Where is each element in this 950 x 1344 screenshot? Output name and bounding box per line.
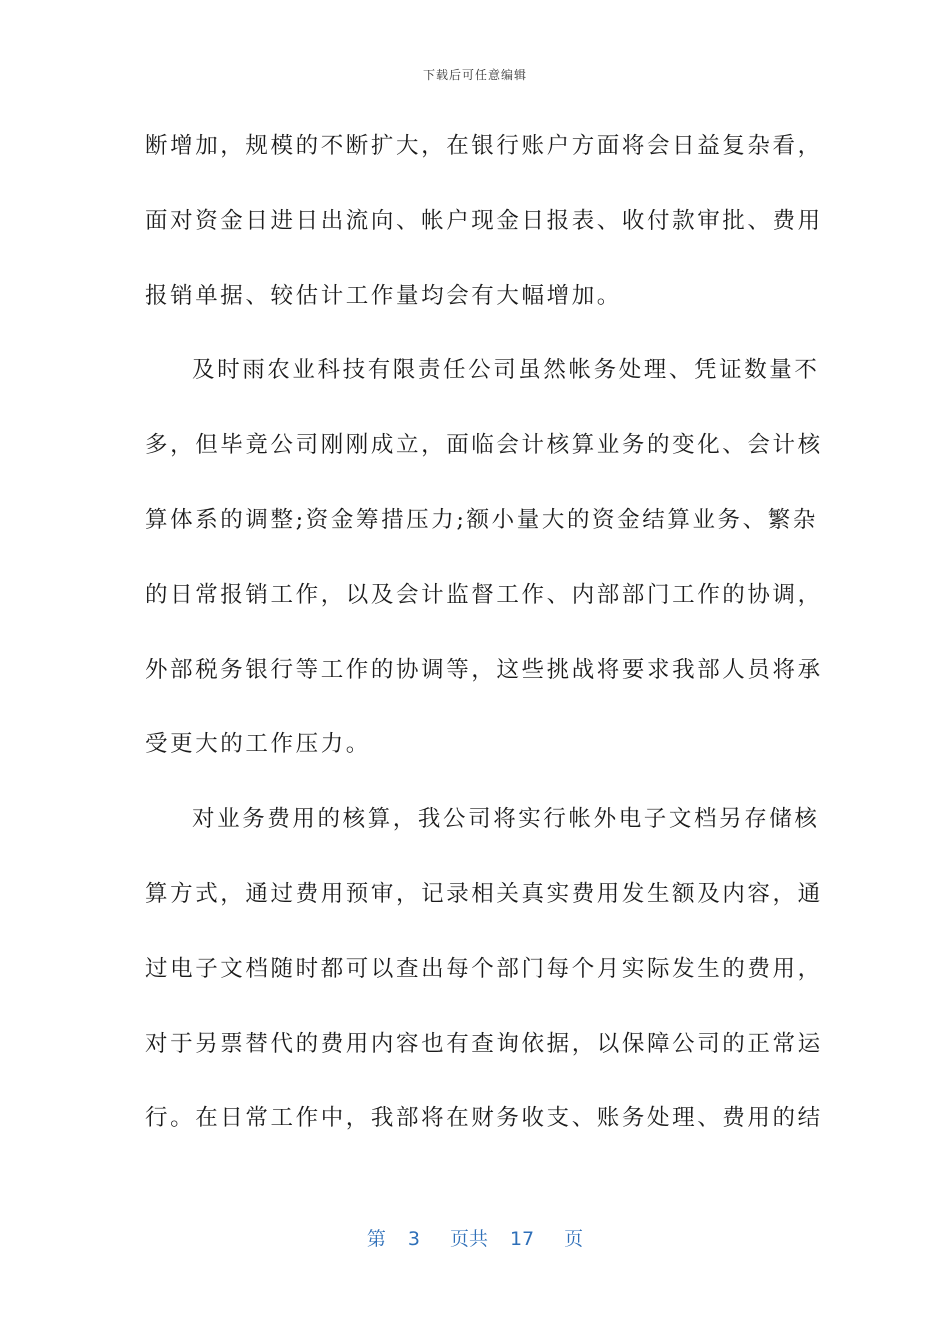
- text-line: 外部税务银行等工作的协调等，这些挑战将要求我部人员将承: [145, 656, 823, 683]
- paragraph-first-line: 对业务费用的核算，我公司将实行帐外电子文档另存储核: [192, 806, 820, 833]
- footer-middle: 页共: [449, 1228, 488, 1250]
- footer-suffix: 页: [564, 1228, 584, 1250]
- text-line: 面对资金日进日出流向、帐户现金日报表、收付款审批、费用: [145, 207, 823, 234]
- text-line: 多，但毕竟公司刚刚成立，面临会计核算业务的变化、会计核: [145, 432, 823, 459]
- page-footer: [0, 1224, 950, 1251]
- text-line: 行。在日常工作中，我部将在财务收支、账务处理、费用的结: [145, 1105, 823, 1132]
- text-line: 对于另票替代的费用内容也有查询依据，以保障公司的正常运: [145, 1030, 823, 1057]
- text-line: 受更大的工作压力。: [145, 731, 371, 758]
- text-line: 断增加，规模的不断扩大，在银行账户方面将会日益复杂看，: [145, 133, 823, 159]
- document-body: [145, 120, 823, 1167]
- total-page-count: 17: [509, 1228, 535, 1250]
- text-line: 的日常报销工作，以及会计监督工作、内部部门工作的协调，: [145, 581, 823, 608]
- text-line: 算方式，通过费用预审，记录相关真实费用发生额及内容，通: [145, 880, 823, 907]
- page-header: 下载后可任意编辑: [422, 68, 527, 82]
- paragraph-first-line: 及时雨农业科技有限责任公司虽然帐务处理、凭证数量不: [192, 357, 820, 384]
- text-line: 算体系的调整;资金筹措压力;额小量大的资金结算业务、繁杂: [145, 506, 818, 533]
- footer-prefix: 第: [366, 1228, 386, 1250]
- current-page-number: 3: [407, 1228, 420, 1250]
- text-line: 过电子文档随时都可以查出每个部门每个月实际发生的费用，: [145, 955, 823, 982]
- text-line: 报销单据、较估计工作量均会有大幅增加。: [145, 282, 622, 309]
